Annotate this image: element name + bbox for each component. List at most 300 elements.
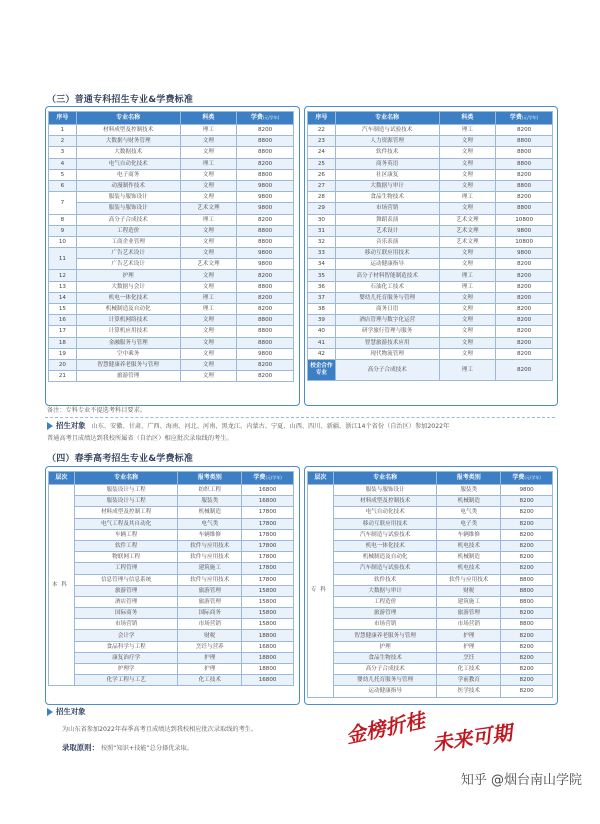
- category-cell: 艺术文理: [180, 203, 237, 214]
- table-row: [308, 225, 553, 236]
- fee-cell: 8200: [496, 270, 553, 281]
- table-row: [308, 552, 553, 563]
- category-cell: 文理: [180, 236, 237, 247]
- table-row: [308, 292, 553, 303]
- table-row: [308, 608, 553, 619]
- major-cell: 旅游管理: [76, 371, 180, 382]
- fee-cell: 8200: [501, 529, 553, 540]
- exam-category-cell: 财税: [437, 585, 501, 596]
- exam-category-cell: 化工技术: [437, 664, 501, 675]
- section4-left-table: [48, 471, 294, 686]
- fee-cell: 8200: [501, 608, 553, 619]
- major-cell: 材料成型及控制工程: [74, 507, 178, 518]
- major-cell: 软件工程: [74, 540, 178, 551]
- table-row: [49, 359, 294, 370]
- major-cell: 婴幼儿托育服务与管理: [335, 292, 439, 303]
- category-cell: 艺术文理: [439, 236, 496, 247]
- major-cell: 国际商务: [74, 608, 178, 619]
- exam-category-cell: 软件与应用技术: [178, 574, 242, 585]
- major-cell: 高分子合成技术: [76, 214, 180, 225]
- fee-cell: 8200: [237, 158, 294, 169]
- major-cell: 服装与服饰设计: [76, 192, 180, 203]
- fee-cell: 8200: [237, 214, 294, 225]
- seq-cell: 1: [49, 125, 77, 136]
- table-row: [49, 574, 294, 585]
- seq-cell: 37: [308, 292, 336, 303]
- section3-right-table: [307, 111, 553, 381]
- category-cell: 文理: [439, 180, 496, 191]
- major-cell: 智慧健康养老服务与管理: [333, 630, 437, 641]
- fee-cell: 9800: [237, 180, 294, 191]
- fee-cell: 8200: [496, 359, 553, 380]
- table-row: [308, 326, 553, 337]
- table-row: [308, 585, 553, 596]
- fee-cell: 17800: [242, 563, 294, 574]
- header-seq: 序号: [308, 112, 336, 125]
- fee-cell: 17800: [242, 529, 294, 540]
- seq-cell: 27: [308, 180, 336, 191]
- fee-cell: 9800: [237, 348, 294, 359]
- table-row: [49, 641, 294, 652]
- fee-cell: 16800: [242, 641, 294, 652]
- header-fee: 学费(元/学年): [496, 112, 553, 125]
- seq-cell: 35: [308, 270, 336, 281]
- fee-cell: 8200: [237, 359, 294, 370]
- category-cell: 艺术文理: [439, 225, 496, 236]
- major-cell: 婴幼儿托育服务与管理: [333, 675, 437, 686]
- fee-cell: 8200: [237, 304, 294, 315]
- fee-cell: 10800: [496, 236, 553, 247]
- major-cell: 机械制造及自动化: [333, 552, 437, 563]
- level-cell: 本科: [49, 485, 75, 686]
- table-row: [308, 574, 553, 585]
- major-cell: 食品生物技术: [335, 192, 439, 203]
- major-cell: 运动健康指导: [335, 259, 439, 270]
- major-cell: 酒店管理与数字化运营: [335, 315, 439, 326]
- fee-cell: 8800: [501, 619, 553, 630]
- table-row: [49, 552, 294, 563]
- principle-text: 按照“知识+技能”总分择优录取。: [100, 745, 193, 752]
- fee-cell: 8800: [237, 236, 294, 247]
- fee-cell: 8800: [237, 169, 294, 180]
- major-cell: 石油化工技术: [335, 281, 439, 292]
- fee-cell: 8200: [496, 315, 553, 326]
- major-cell: 移动互联应用技术: [333, 518, 437, 529]
- category-cell: 文理: [180, 192, 237, 203]
- seq-cell: 42: [308, 348, 336, 359]
- section4-target-text: 为山东省参加2022年春季高考且成绩达到我校相应批次录取线的考生。: [62, 726, 258, 733]
- major-cell: 材料成型及控制技术: [333, 496, 437, 507]
- major-cell: 工程造价: [76, 225, 180, 236]
- seq-cell: 31: [308, 225, 336, 236]
- table-row: [308, 214, 553, 225]
- header-level: 层次: [49, 472, 75, 485]
- table-row: [49, 326, 294, 337]
- header-exam-category: 报考类别: [437, 472, 501, 485]
- exam-category-cell: 财税: [178, 630, 242, 641]
- major-cell: 服装与服饰设计: [333, 485, 437, 496]
- major-cell: 运动健康指导: [333, 686, 437, 697]
- category-cell: 文理: [439, 315, 496, 326]
- header-major: 专业名称: [333, 472, 437, 485]
- table-row: [49, 270, 294, 281]
- fee-cell: 8200: [501, 507, 553, 518]
- major-cell: 服装与服饰设计: [76, 203, 180, 214]
- triangle-icon: [47, 422, 53, 430]
- principle-label: 录取原则：: [62, 743, 99, 752]
- category-cell: 文理: [180, 337, 237, 348]
- exam-category-cell: 机械制造: [437, 496, 501, 507]
- category-cell: 文理: [180, 270, 237, 281]
- target-text-line2: 普通高考且成绩达到我校所属省（自治区）相应批次录取线的考生。: [47, 435, 233, 442]
- fee-cell: 15800: [242, 608, 294, 619]
- table-row: [308, 496, 553, 507]
- major-cell: 食品科学与工程: [74, 641, 178, 652]
- exam-category-cell: 旅游管理: [178, 585, 242, 596]
- category-cell: 理工: [180, 214, 237, 225]
- major-cell: 护理: [76, 270, 180, 281]
- major-cell: 汽车制造与试验技术: [333, 529, 437, 540]
- fee-cell: 8200: [237, 270, 294, 281]
- table-row: [308, 485, 553, 496]
- table-row: [308, 507, 553, 518]
- fee-cell: 8800: [237, 225, 294, 236]
- table-row: [49, 540, 294, 551]
- section3-title: （三）普通专科招生专业&学费标准: [47, 95, 194, 105]
- fee-cell: 17800: [242, 574, 294, 585]
- major-cell: 高分子材料智能制造技术: [335, 270, 439, 281]
- fee-cell: 8800: [237, 147, 294, 158]
- fee-cell: 8800: [496, 203, 553, 214]
- exam-category-cell: 机电技术: [437, 563, 501, 574]
- exam-category-cell: 软件与应用技术: [178, 540, 242, 551]
- table-row: [308, 540, 553, 551]
- major-cell: 化学工程与工艺: [74, 675, 178, 686]
- section3-left-table: [48, 111, 294, 382]
- category-cell: 文理: [439, 248, 496, 259]
- section4-principle: [62, 742, 193, 753]
- seq-cell: 30: [308, 214, 336, 225]
- table-row: [49, 507, 294, 518]
- major-cell: 智慧旅游技术应用: [335, 337, 439, 348]
- fee-cell: 8200: [496, 292, 553, 303]
- major-cell: 物联网工程: [74, 552, 178, 563]
- category-cell: 文理: [439, 326, 496, 337]
- exam-category-cell: 服装类: [178, 496, 242, 507]
- category-cell: 理工: [180, 158, 237, 169]
- fee-cell: 8800: [496, 147, 553, 158]
- table-row: [49, 180, 294, 191]
- table-row: [49, 259, 294, 270]
- category-cell: 文理: [439, 337, 496, 348]
- fee-cell: 8800: [496, 136, 553, 147]
- fee-cell: 10800: [496, 214, 553, 225]
- fee-cell: 15800: [242, 619, 294, 630]
- major-cell: 高分子合成技术: [335, 359, 439, 380]
- fee-cell: 8800: [237, 337, 294, 348]
- section3-target: [47, 420, 449, 431]
- table-row: [308, 169, 553, 180]
- fee-cell: 9800: [237, 203, 294, 214]
- table-row: [49, 236, 294, 247]
- major-cell: 研学旅行管理与服务: [335, 326, 439, 337]
- major-cell: 大数据技术: [76, 147, 180, 158]
- fee-cell: 8200: [496, 326, 553, 337]
- fee-cell: 8200: [237, 292, 294, 303]
- fee-cell: 8200: [237, 371, 294, 382]
- seq-cell: 17: [49, 326, 77, 337]
- major-cell: 旅游管理: [333, 608, 437, 619]
- table-row: [49, 125, 294, 136]
- fee-cell: 9800: [237, 192, 294, 203]
- category-cell: 文理: [439, 348, 496, 359]
- section3-remark: 备注：专科专业不提选考科目要求。: [47, 407, 146, 414]
- exam-category-cell: 软件与应用技术: [178, 552, 242, 563]
- table-row: [308, 675, 553, 686]
- category-cell: 理工: [439, 192, 496, 203]
- fee-cell: 15800: [242, 585, 294, 596]
- table-row: [308, 652, 553, 663]
- fee-cell: 8200: [501, 496, 553, 507]
- exam-category-cell: 化工技术: [178, 675, 242, 686]
- major-cell: 汽车制造与试验技术: [333, 563, 437, 574]
- seq-cell: 2: [49, 136, 77, 147]
- major-cell: 计算机网络技术: [76, 315, 180, 326]
- table-row: [308, 359, 553, 380]
- seq-cell: 25: [308, 158, 336, 169]
- table-row: [308, 180, 553, 191]
- table-row: [308, 664, 553, 675]
- category-cell: 艺术文理: [180, 259, 237, 270]
- exam-category-cell: 电气类: [178, 518, 242, 529]
- category-cell: 文理: [439, 169, 496, 180]
- fee-cell: 8200: [496, 259, 553, 270]
- slogan-line1: 金榜折桂: [343, 707, 427, 749]
- table-row: [49, 529, 294, 540]
- table-row: [49, 496, 294, 507]
- exam-category-cell: 烹饪与营养: [178, 641, 242, 652]
- major-cell: 商务英语: [335, 158, 439, 169]
- category-cell: 文理: [180, 315, 237, 326]
- fee-cell: 9800: [501, 485, 553, 496]
- fee-cell: 8200: [501, 552, 553, 563]
- fee-cell: 8200: [501, 641, 553, 652]
- category-cell: 文理: [180, 147, 237, 158]
- seq-cell: 6: [49, 180, 77, 191]
- seq-cell: 23: [308, 136, 336, 147]
- major-cell: 大数据与会计: [76, 281, 180, 292]
- exam-category-cell: 纺织工程: [178, 485, 242, 496]
- header-fee: 学费(元/学年): [242, 472, 294, 485]
- seq-cell: 7: [49, 192, 77, 214]
- major-cell: 工程造价: [333, 596, 437, 607]
- major-cell: 会计学: [74, 630, 178, 641]
- slogan-line2: 未来可期: [430, 720, 514, 756]
- table-row: [308, 304, 553, 315]
- major-cell: 护理学: [74, 664, 178, 675]
- table-row: [49, 675, 294, 686]
- header-level: 层次: [308, 472, 334, 485]
- major-cell: 汽车制造与试验技术: [335, 125, 439, 136]
- header-exam-category: 报考类别: [178, 472, 242, 485]
- major-cell: 信息管理与信息系统: [74, 574, 178, 585]
- major-cell: 康复治疗学: [74, 652, 178, 663]
- fee-cell: 8200: [496, 348, 553, 359]
- category-cell: 文理: [180, 169, 237, 180]
- fee-cell: 8200: [496, 192, 553, 203]
- major-cell: 人力资源管理: [335, 136, 439, 147]
- table-row: [49, 371, 294, 382]
- major-cell: 社区康复: [335, 169, 439, 180]
- table-row: [49, 214, 294, 225]
- major-cell: 食品生物技术: [333, 652, 437, 663]
- category-cell: 文理: [180, 326, 237, 337]
- seq-cell: 12: [49, 270, 77, 281]
- major-cell: 电气自动化技术: [333, 507, 437, 518]
- major-cell: 电气自动化技术: [76, 158, 180, 169]
- seq-cell: 19: [49, 348, 77, 359]
- fee-cell: 18800: [242, 652, 294, 663]
- exam-category-cell: 电气类: [437, 507, 501, 518]
- section4-target: [47, 706, 86, 717]
- major-cell: 动漫制作技术: [76, 180, 180, 191]
- fee-cell: 8200: [501, 652, 553, 663]
- header-fee: 学费(元/学年): [501, 472, 553, 485]
- triangle-icon: [47, 708, 53, 716]
- category-cell: 理工: [439, 270, 496, 281]
- fee-cell: 8200: [496, 125, 553, 136]
- seq-cell: 9: [49, 225, 77, 236]
- category-cell: 文理: [180, 225, 237, 236]
- exam-category-cell: 建筑施工: [178, 563, 242, 574]
- category-cell: 理工: [439, 281, 496, 292]
- exam-category-cell: 护理: [178, 664, 242, 675]
- exam-category-cell: 车辆维修: [178, 529, 242, 540]
- table-row: [49, 585, 294, 596]
- seq-cell: 5: [49, 169, 77, 180]
- seq-cell: 28: [308, 192, 336, 203]
- exam-category-cell: 护理: [178, 652, 242, 663]
- fee-cell: 9800: [237, 259, 294, 270]
- fee-cell: 8200: [237, 125, 294, 136]
- fee-cell: 8800: [501, 585, 553, 596]
- divider: [45, 417, 555, 418]
- category-cell: 艺术文理: [439, 214, 496, 225]
- fee-cell: 18800: [242, 664, 294, 675]
- fee-cell: 8800: [496, 158, 553, 169]
- header-fee: 学费(元/学年): [237, 112, 294, 125]
- exam-category-cell: 市场营销: [437, 619, 501, 630]
- major-cell: 商务日语: [335, 304, 439, 315]
- major-cell: 机械制造及自动化: [76, 304, 180, 315]
- fee-cell: 8200: [496, 304, 553, 315]
- level-cell: 专科: [308, 485, 334, 698]
- watermark: 知乎 @烟台南山学院: [460, 773, 582, 788]
- exam-category-cell: 服装类: [437, 485, 501, 496]
- major-cell: 旅游管理: [74, 585, 178, 596]
- major-cell: 护理: [333, 641, 437, 652]
- fee-cell: 8200: [501, 540, 553, 551]
- seq-cell: 26: [308, 169, 336, 180]
- table-row: [49, 192, 294, 203]
- exam-category-cell: 电子类: [437, 518, 501, 529]
- table-row: [308, 518, 553, 529]
- table-row: [49, 225, 294, 236]
- seq-cell: 22: [308, 125, 336, 136]
- seq-cell: 24: [308, 147, 336, 158]
- exam-category-cell: 护理: [437, 630, 501, 641]
- major-cell: 智慧健康养老服务与管理: [76, 359, 180, 370]
- category-cell: 文理: [439, 259, 496, 270]
- target-text-line1: 山东、安徽、甘肃、广西、海南、河北、河南、黑龙江、内蒙古、宁夏、山西、四川、新疆、浙江14个省份（自治区）参加2022年: [91, 423, 450, 430]
- major-cell: 工程管理: [74, 563, 178, 574]
- table-row: [49, 147, 294, 158]
- category-cell: 理工: [439, 125, 496, 136]
- major-cell: 广告艺术设计: [76, 259, 180, 270]
- seq-cell: 4: [49, 158, 77, 169]
- fee-cell: 16800: [242, 485, 294, 496]
- table-row: [49, 619, 294, 630]
- major-cell: 工商企业管理: [76, 236, 180, 247]
- category-cell: 文理: [439, 304, 496, 315]
- exam-category-cell: 旅游管理: [178, 596, 242, 607]
- exam-category-cell: 医学技术: [437, 686, 501, 697]
- category-cell: 文理: [180, 136, 237, 147]
- seq-cell: 14: [49, 292, 77, 303]
- category-cell: 文理: [439, 203, 496, 214]
- fee-cell: 8200: [501, 518, 553, 529]
- fee-cell: 8200: [501, 664, 553, 675]
- fee-cell: 8800: [237, 136, 294, 147]
- seq-cell: 21: [49, 371, 77, 382]
- header-major: 专业名称: [335, 112, 439, 125]
- category-cell: 理工: [180, 292, 237, 303]
- seq-cell: 20: [49, 359, 77, 370]
- seq-cell: 8: [49, 214, 77, 225]
- fee-cell: 17800: [242, 507, 294, 518]
- fee-cell: 15800: [242, 596, 294, 607]
- table-row: [308, 630, 553, 641]
- major-cell: 电气工程及其自动化: [74, 518, 178, 529]
- seq-cell: 36: [308, 281, 336, 292]
- major-cell: 高分子合成技术: [333, 664, 437, 675]
- table-row: [308, 281, 553, 292]
- seq-cell: 33: [308, 248, 336, 259]
- seq-cell: 29: [308, 203, 336, 214]
- table-row: [308, 348, 553, 359]
- table-row: [308, 192, 553, 203]
- section4-title: （四）春季高考招生专业&学费标准: [47, 454, 194, 464]
- exam-category-cell: 国际商务: [178, 608, 242, 619]
- category-cell: 文理: [439, 147, 496, 158]
- table-row: [308, 315, 553, 326]
- major-cell: 市场营销: [335, 203, 439, 214]
- seq-cell: 10: [49, 236, 77, 247]
- category-cell: 文理: [180, 281, 237, 292]
- major-cell: 计算机应用技术: [76, 326, 180, 337]
- fee-cell: 9800: [237, 248, 294, 259]
- fee-cell: 8200: [496, 337, 553, 348]
- category-cell: 文理: [180, 348, 237, 359]
- category-cell: 理工: [439, 359, 496, 380]
- table-row: [49, 608, 294, 619]
- table-row: [308, 529, 553, 540]
- table-row: [308, 125, 553, 136]
- exam-category-cell: 护理: [437, 641, 501, 652]
- category-cell: 理工: [180, 125, 237, 136]
- exam-category-cell: 机械制造: [437, 552, 501, 563]
- exam-category-cell: 软件与应用技术: [437, 574, 501, 585]
